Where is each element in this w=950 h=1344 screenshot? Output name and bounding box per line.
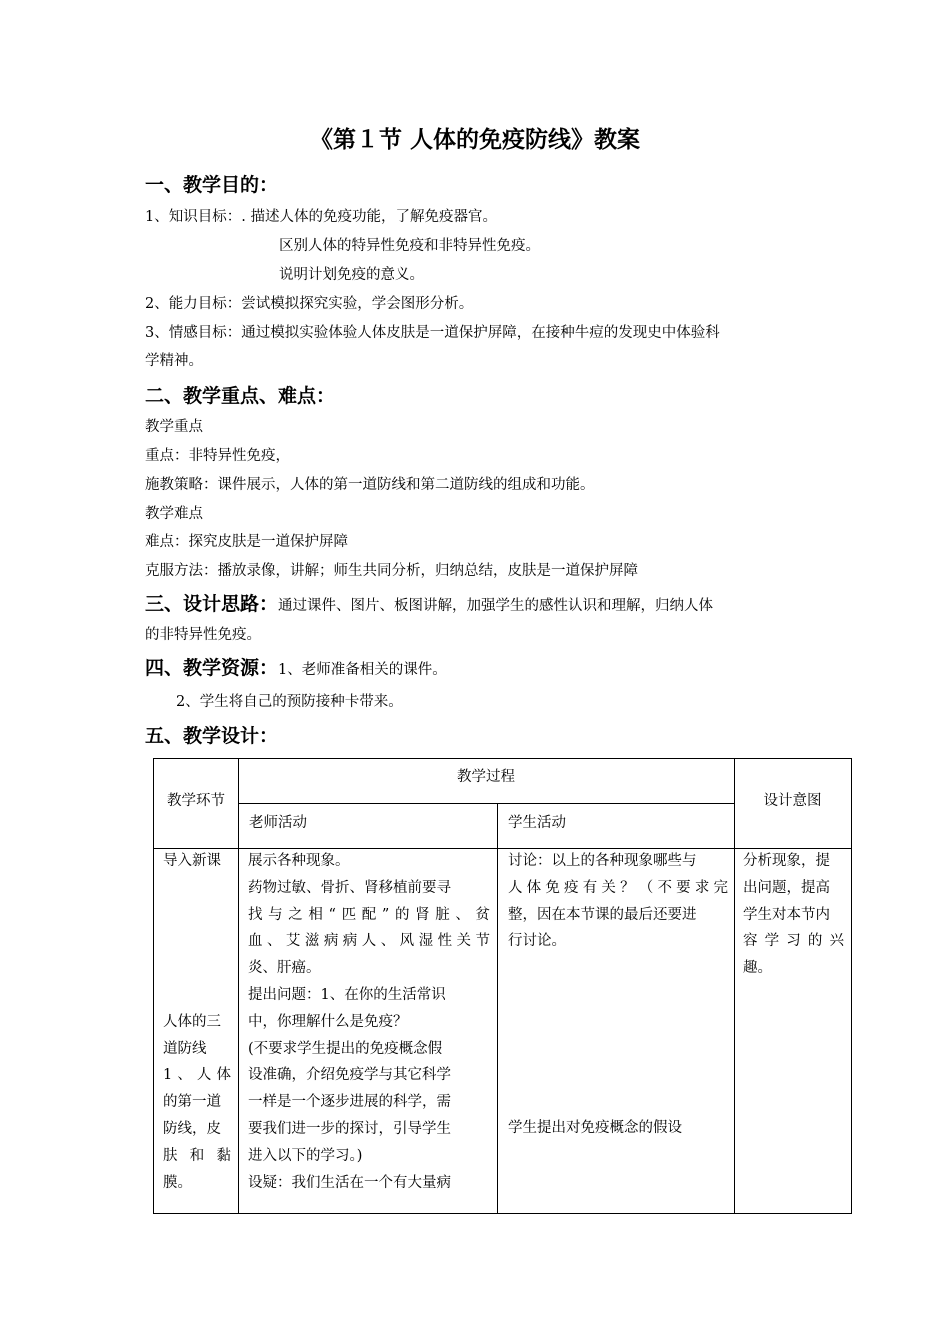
teacher-line: 血、艾滋病病人、风湿性关节 [248,933,490,950]
section-4-title: 四、教学资源： [145,657,279,679]
col-divider-3 [734,759,735,1213]
section-2-heading: 二、教学重点、难点： [145,385,336,407]
row-divider-sub [238,803,734,804]
teacher-column [248,848,490,1196]
header-stage: 教学环节 [167,793,225,809]
section-3-inline-text: 通过课件、图片、板图讲解，加强学生的感性认识和理解，归纳人体 [278,598,714,614]
intent-line: 出问题，提高 [743,879,830,896]
intent-line: 学生对本节内 [743,906,830,923]
s2-line-5: 难点：探究皮肤是一道保护屏障 [145,534,348,550]
section-3-heading [145,589,713,621]
s1-line-6: 学精神。 [145,353,203,369]
stage-line: 膜。 [163,1174,192,1191]
s2-line-3: 施教策略：课件展示，人体的第一道防线和第二道防线的组成和功能。 [145,477,595,493]
stage-line: 人体的三 [163,1013,221,1030]
section-1-heading: 一、教学目的： [145,174,279,196]
teacher-line: 进入以下的学习。) [248,1147,363,1164]
s2-line-1: 教学重点 [145,419,203,435]
teacher-line: 提出问题：1、在你的生活常识 [248,986,446,1003]
stage-line: 防线，皮 [163,1120,221,1137]
header-intent: 设计意图 [763,793,822,809]
student-line: 讨论：以上的各种现象哪些与 [508,853,697,869]
teacher-line: 设疑：我们生活在一个有大量病 [248,1174,451,1191]
stage-line: 肤和黏 [163,1147,231,1164]
teacher-line: 一样是一个逐步进展的科学，需 [248,1094,451,1111]
stage-line: 导入新课 [163,853,221,869]
student-line: 行讨论。 [508,933,566,950]
s3-continuation: 的非特异性免疫。 [145,627,261,643]
teacher-line: 设准确，介绍免疫学与其它科学 [248,1067,451,1084]
s1-line-5: 3、情感目标：通过模拟实验体验人体皮肤是一道保护屏障，在接种牛痘的发现史中体验科 [145,325,720,341]
intent-line: 容学习的兴 [743,933,844,950]
s1-line-3: 说明计划免疫的意义。 [279,267,424,283]
stage-line: 的第一道 [163,1094,221,1111]
col-divider-1 [238,759,239,1213]
teacher-line: 炎、肝癌。 [248,960,321,977]
teacher-line: 找与之相“匹配”的肾脏、贫 [248,906,490,923]
student-column [508,848,728,1142]
s4-continuation: 2、学生将自己的预防接种卡带来。 [176,694,403,710]
section-3-title: 三、设计思路： [145,593,279,615]
s2-line-2: 重点：非特异性免疫， [145,448,290,464]
s1-line-1: 1、知识目标：. 描述人体的免疫功能，了解免疫器官。 [145,209,497,225]
teaching-design-table [153,758,852,1214]
s1-line-2: 区别人体的特异性免疫和非特异性免疫。 [279,238,540,254]
section-5-heading: 五、教学设计： [145,725,279,747]
s2-line-4: 教学难点 [145,506,203,522]
section-4-heading [145,653,447,685]
header-student: 学生活动 [508,815,566,831]
stage-column [163,848,231,1196]
document-title: 《第１节 人体的免疫防线》教案 [309,126,640,153]
intent-column [743,848,844,982]
teacher-line: 中，你理解什么是免疫？ [248,1013,408,1030]
student-line: 学生提出对免疫概念的假设 [508,1120,682,1137]
teacher-line: 展示各种现象。 [248,853,350,869]
intent-line: 趣。 [743,960,772,977]
col-divider-2 [497,804,498,1213]
stage-line: 1、人体 [163,1067,231,1084]
stage-line: 道防线 [163,1040,207,1057]
student-line: 整，因在本节课的最后还要进 [508,906,697,923]
teacher-line: 要我们进一步的探讨，引导学生 [248,1120,451,1137]
teacher-line: (不要求学生提出的免疫概念假 [248,1040,443,1057]
intent-line: 分析现象，提 [743,853,830,869]
teacher-line: 药物过敏、骨折、肾移植前要寻 [248,879,451,896]
s2-line-6: 克服方法：播放录像，讲解；师生共同分析，归纳总结，皮肤是一道保护屏障 [145,563,638,579]
s1-line-4: 2、能力目标：尝试模拟探究实验，学会图形分析。 [145,296,474,312]
student-line: 人体免疫有关？（不要求完 [508,879,728,896]
header-process: 教学过程 [457,769,515,785]
section-4-inline-text: 1、老师准备相关的课件。 [278,662,447,678]
header-teacher: 老师活动 [249,815,307,831]
